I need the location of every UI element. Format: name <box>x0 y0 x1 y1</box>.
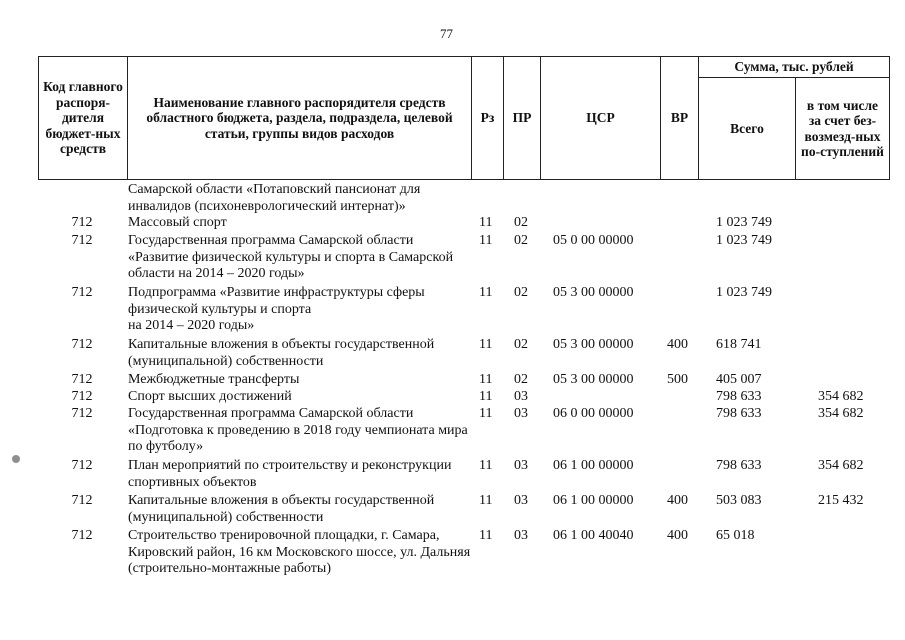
cell-code: 712 <box>71 215 93 230</box>
cell-name: Государственная программа Самарской области «Развитие физической культуры и спорта в Самарской области на 2014 – 2020 годы» <box>128 233 454 281</box>
cell-name: Капитальные вложения в объекты государственной (муниципальной) собственности <box>128 493 435 525</box>
header-pr: ПР <box>512 110 532 126</box>
cell-rz: 11 <box>479 337 493 352</box>
cell-pr: 02 <box>514 215 528 230</box>
cell-free: 354 682 <box>818 406 864 421</box>
cell-free: 354 682 <box>818 458 864 473</box>
cell-code: 712 <box>71 285 93 300</box>
cell-total: 798 633 <box>716 406 762 421</box>
cell-rz: 11 <box>479 389 493 404</box>
cell-code: 712 <box>71 528 93 543</box>
cell-csr: 05 3 00 00000 <box>553 337 634 352</box>
cell-total: 65 018 <box>716 528 755 543</box>
cell-rz: 11 <box>479 233 493 248</box>
cell-csr: 06 1 00 00000 <box>553 493 634 508</box>
cell-pr: 03 <box>514 458 528 473</box>
cell-code: 712 <box>71 337 93 352</box>
cell-pr: 03 <box>514 406 528 421</box>
cell-name: Самарской области «Потаповский пансионат для инвалидов (психоневрологический интернат)» <box>128 182 421 214</box>
cell-name: Межбюджетные трансферты <box>128 372 300 387</box>
header-total: Всего <box>730 120 764 136</box>
header-name: Наименование главного распорядителя средств областного бюджета, раздела, подраздела, целевой статьи, группы видов расходов <box>146 94 453 141</box>
cell-csr: 06 0 00 00000 <box>553 406 634 421</box>
header-sum: Сумма, тыс. рублей <box>734 59 854 75</box>
cell-csr: 06 1 00 00000 <box>553 458 634 473</box>
header-code: Код главного распоря-дителя бюджет-ных средств <box>43 79 123 157</box>
cell-code: 712 <box>71 233 93 248</box>
cell-pr: 03 <box>514 528 528 543</box>
cell-total: 798 633 <box>716 389 762 404</box>
page-number: 77 <box>440 26 453 41</box>
cell-total: 618 741 <box>716 337 762 352</box>
cell-name: Массовый спорт <box>128 215 227 230</box>
binder-hole <box>12 455 20 463</box>
cell-code: 712 <box>71 389 93 404</box>
cell-vr: 400 <box>667 337 688 352</box>
cell-free: 215 432 <box>818 493 864 508</box>
cell-csr: 05 0 00 00000 <box>553 233 634 248</box>
cell-total: 1 023 749 <box>716 233 772 248</box>
cell-pr: 03 <box>514 493 528 508</box>
cell-csr: 05 3 00 00000 <box>553 372 634 387</box>
cell-name: Капитальные вложения в объекты государственной (муниципальной) собственности <box>128 337 435 369</box>
cell-vr: 400 <box>667 528 688 543</box>
cell-total: 1 023 749 <box>716 285 772 300</box>
cell-total: 1 023 749 <box>716 215 772 230</box>
header-rz: Рз <box>480 110 495 126</box>
cell-pr: 02 <box>514 233 528 248</box>
cell-name: План мероприятий по строительству и реконструкции спортивных объектов <box>128 458 452 490</box>
cell-total: 503 083 <box>716 493 762 508</box>
cell-rz: 11 <box>479 458 493 473</box>
cell-rz: 11 <box>479 493 493 508</box>
cell-code: 712 <box>71 372 93 387</box>
header-free: в том числе за счет без-возмезд-ных по-ступлений <box>801 97 884 159</box>
cell-name: Государственная программа Самарской области «Подготовка к проведению в 2018 году чемпионата мира по футболу» <box>128 406 468 454</box>
cell-vr: 500 <box>667 372 688 387</box>
header-csr: ЦСР <box>586 110 615 126</box>
cell-total: 405 007 <box>716 372 762 387</box>
cell-name: Спорт высших достижений <box>128 389 292 404</box>
table-header <box>38 56 890 180</box>
cell-pr: 02 <box>514 337 528 352</box>
cell-csr: 06 1 00 40040 <box>553 528 634 543</box>
cell-vr: 400 <box>667 493 688 508</box>
cell-rz: 11 <box>479 372 493 387</box>
cell-free: 354 682 <box>818 389 864 404</box>
cell-name: Подпрограмма «Развитие инфраструктуры сферы физической культуры и спорта на 2014 – 2020 годы» <box>128 285 425 333</box>
cell-code: 712 <box>71 458 93 473</box>
cell-pr: 02 <box>514 285 528 300</box>
cell-rz: 11 <box>479 215 493 230</box>
cell-name: Строительство тренировочной площадки, г. Самара, Кировский район, 16 км Московского шоссе, ул. Дальняя (строительно-монтажные работы) <box>128 528 471 576</box>
header-vr: ВР <box>670 110 689 126</box>
cell-csr: 05 3 00 00000 <box>553 285 634 300</box>
cell-pr: 03 <box>514 389 528 404</box>
cell-total: 798 633 <box>716 458 762 473</box>
cell-code: 712 <box>71 406 93 421</box>
cell-pr: 02 <box>514 372 528 387</box>
cell-rz: 11 <box>479 285 493 300</box>
cell-rz: 11 <box>479 406 493 421</box>
cell-rz: 11 <box>479 528 493 543</box>
cell-code: 712 <box>71 493 93 508</box>
